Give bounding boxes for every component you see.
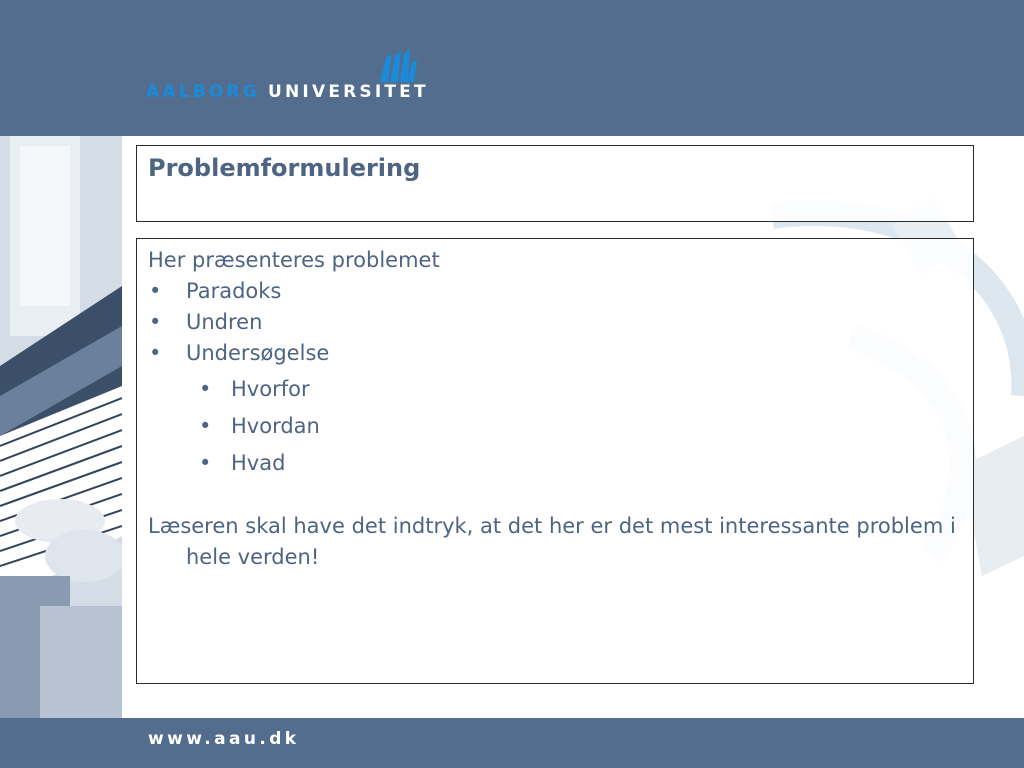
piano-photo-image	[0, 136, 122, 718]
university-logo	[146, 48, 456, 108]
footer-url-link[interactable]: www.aau.dk	[148, 729, 300, 749]
footer-band	[0, 718, 1024, 768]
piano-photo	[0, 136, 122, 718]
list-item: Undren	[186, 310, 263, 334]
sub-list-item: Hvad	[231, 451, 286, 475]
intro-line: Her præsenteres problemet	[148, 248, 440, 272]
list-item: Undersøgelse	[186, 341, 330, 365]
sub-bullet-icon: •	[199, 414, 212, 438]
sub-bullet-icon: •	[199, 377, 212, 401]
logo-wordmark	[146, 82, 429, 102]
bullet-icon: •	[149, 279, 162, 303]
logo-emblem-icon	[376, 48, 418, 84]
slide-title: Problemformulering	[148, 154, 421, 182]
logo-word-universitet: UNIVERSITET	[268, 82, 429, 102]
bullet-icon: •	[149, 310, 162, 334]
list-item: Paradoks	[186, 279, 282, 303]
title-placeholder	[136, 145, 974, 222]
header-band	[0, 0, 1024, 136]
logo-word-aalborg: AALBORG	[146, 82, 260, 102]
content-placeholder	[136, 238, 974, 684]
closing-paragraph: Læseren skal have det indtryk, at det her er det mest interessante problem i hele verden!	[148, 514, 956, 569]
sub-list-item: Hvorfor	[231, 377, 310, 401]
sub-list-item: Hvordan	[231, 414, 320, 438]
bullet-icon: •	[149, 341, 162, 365]
sub-bullet-icon: •	[199, 451, 212, 475]
